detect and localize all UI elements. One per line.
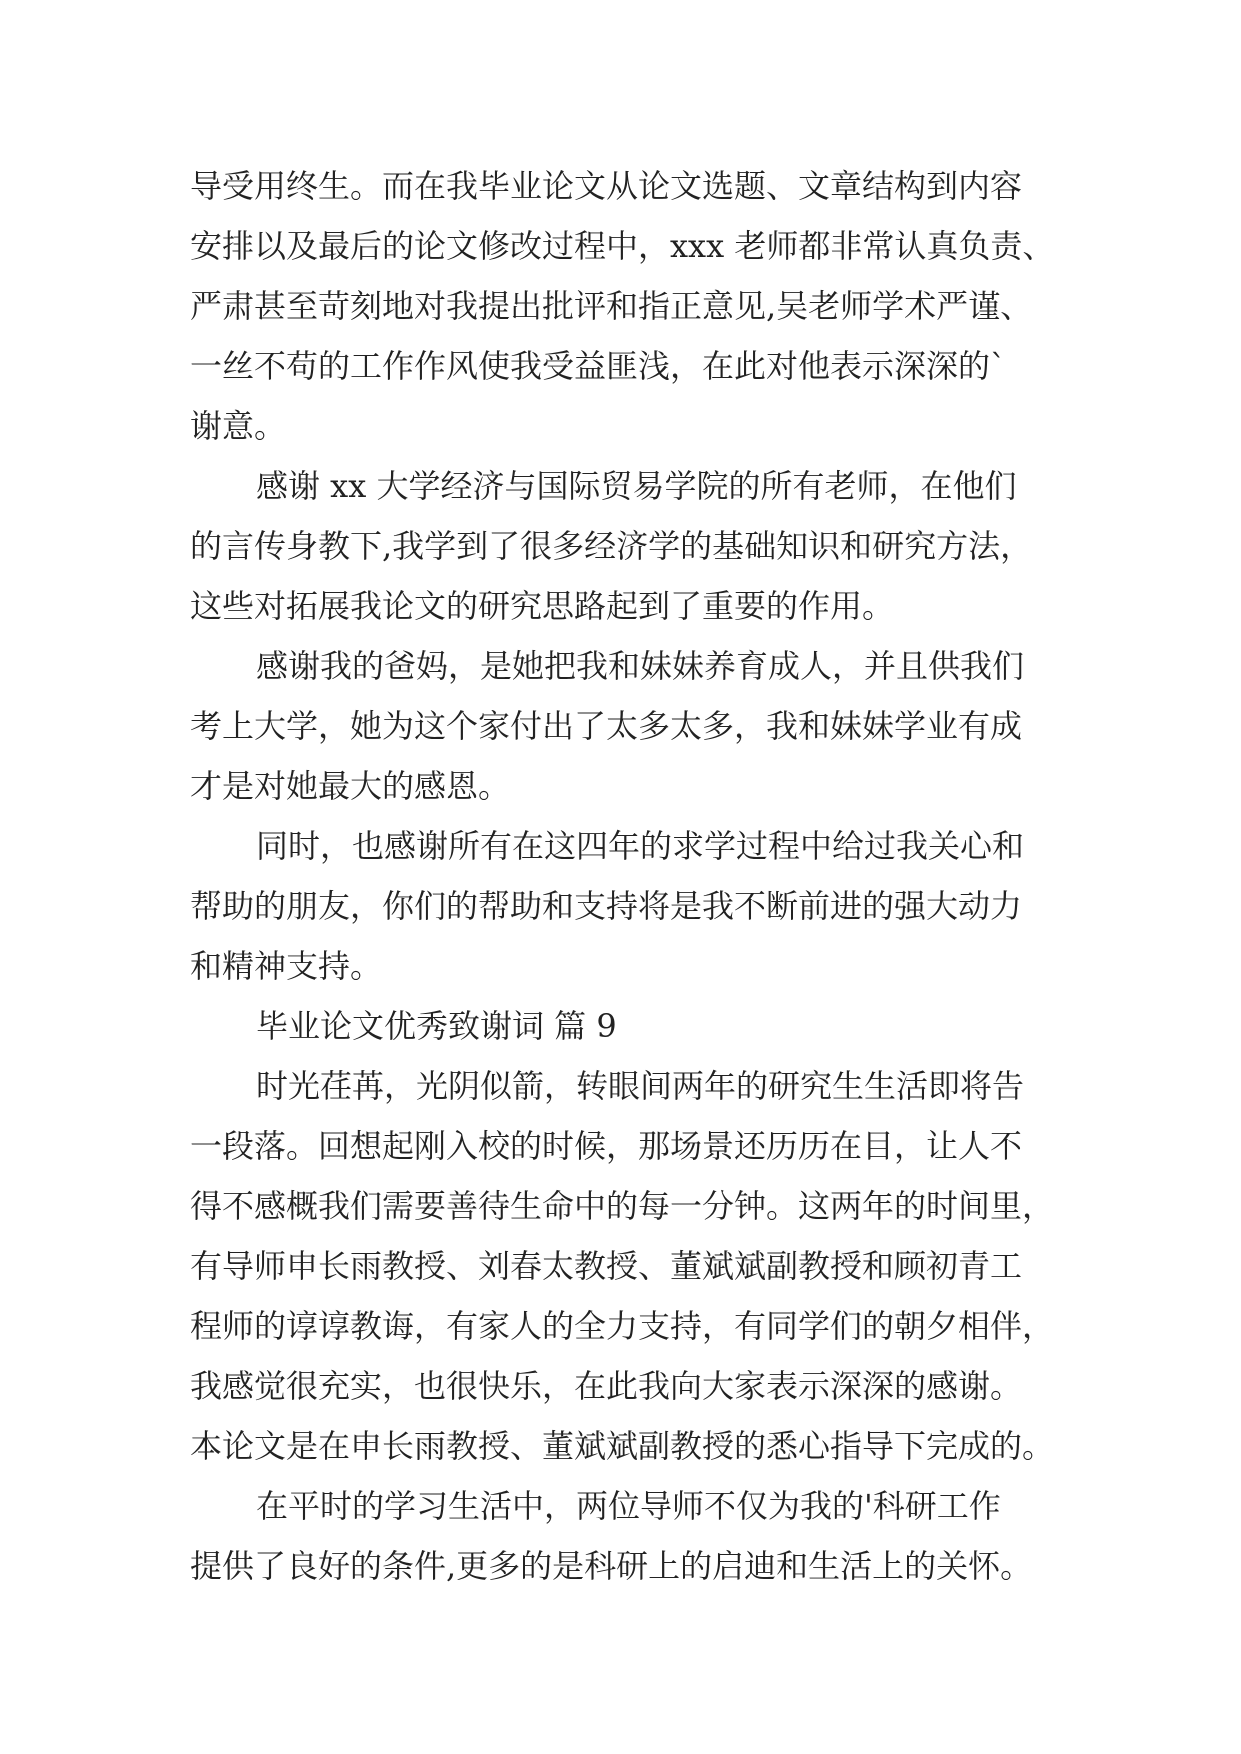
text-line: 得不感概我们需要善待生命中的每一分钟。这两年的时间里， [190,1187,1055,1225]
text-line: 和精神支持。 [190,947,383,985]
text-line: 考上大学，她为这个家付出了太多太多，我和妹妹学业有成 [190,707,1023,745]
paragraph-first-line: 在平时的学习生活中，两位导师不仅为我的'科研工作 [256,1487,1001,1525]
text-line: 有导师申长雨教授、刘春太教授、董斌斌副教授和顾初青工 [190,1247,1023,1285]
paragraph-first-line: 时光荏苒，光阴似箭，转眼间两年的研究生生活即将告 [256,1067,1025,1105]
text-line: 谢意。 [190,407,287,445]
section-heading: 毕业论文优秀致谢词 篇 9 [256,1007,617,1045]
text-line: 帮助的朋友，你们的帮助和支持将是我不断前进的强大动力 [190,887,1023,925]
text-line: 严肃甚至苛刻地对我提出批评和指正意见,吴老师学术严谨、 [190,287,1033,325]
text-line: 一丝不苟的工作作风使我受益匪浅，在此对他表示深深的` [190,347,1007,385]
paragraph-first-line: 同时，也感谢所有在这四年的求学过程中给过我关心和 [256,827,1025,865]
text-line: 才是对她最大的感恩。 [190,767,511,805]
paragraph-first-line: 感谢我的爸妈，是她把我和妹妹养育成人，并且供我们 [256,647,1025,685]
text-line: 程师的谆谆教诲，有家人的全力支持，有同学们的朝夕相伴， [190,1307,1055,1345]
text-line: 本论文是在申长雨教授、董斌斌副教授的悉心指导下完成的。 [190,1427,1055,1465]
text-line: 这些对拓展我论文的研究思路起到了重要的作用。 [190,587,895,625]
paragraph-first-line: 感谢 xx 大学经济与国际贸易学院的所有老师，在他们 [256,467,1017,505]
text-line: 提供了良好的条件,更多的是科研上的启迪和生活上的关怀。 [190,1547,1033,1585]
text-line: 的言传身教下,我学到了很多经济学的基础知识和研究方法， [190,527,1033,565]
text-line: 我感觉很充实，也很快乐，在此我向大家表示深深的感谢。 [190,1367,1023,1405]
text-line: 安排以及最后的论文修改过程中，xxx 老师都非常认真负责、 [190,227,1055,265]
text-line: 一段落。回想起刚入校的时候，那场景还历历在目，让人不 [190,1127,1023,1165]
text-line: 导受用终生。而在我毕业论文从论文选题、文章结构到内容 [190,167,1023,205]
